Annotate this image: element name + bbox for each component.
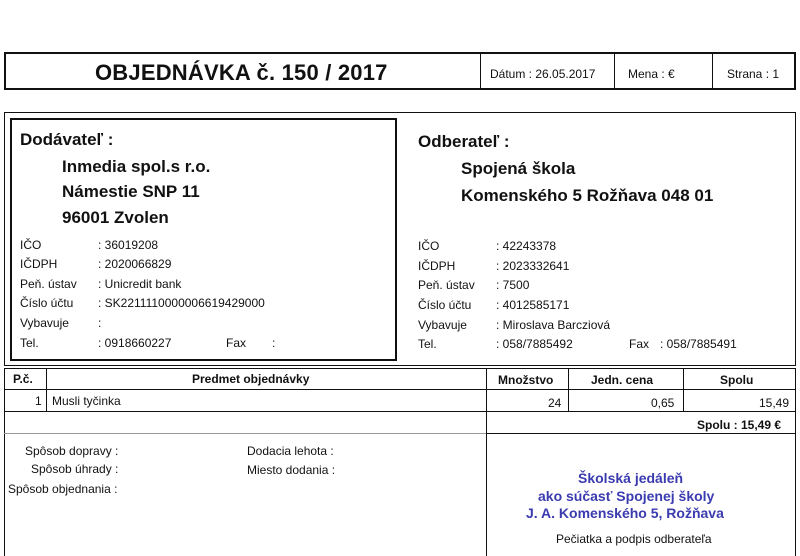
row-item: Musli tyčinka: [52, 394, 121, 408]
supplier-name: Inmedia spol.s r.o.: [62, 157, 211, 176]
supplier-field-label: IČO: [20, 238, 42, 252]
customer-field-value: : 058/7885492: [496, 337, 573, 351]
supplier-city: 96001 Zvolen: [62, 208, 169, 227]
transport-method: Spôsob dopravy :: [25, 444, 119, 458]
stamp-line: Školská jedáleň: [578, 470, 684, 486]
order-date: Dátum : 26.05.2017: [490, 67, 596, 81]
customer-street: Komenského 5 Rožňava 048 01: [461, 186, 714, 205]
supplier-field-label: Tel.: [20, 336, 39, 350]
col-header-item: Predmet objednávky: [192, 372, 310, 386]
customer-field-label: Číslo účtu: [418, 298, 472, 312]
table-col-divider: [486, 368, 487, 556]
signature-label: Pečiatka a podpis odberateľa: [556, 532, 712, 546]
supplier-field-value: : 2020066829: [98, 257, 172, 271]
stamp-line: J. A. Komenského 5, Rožňava: [526, 505, 724, 521]
page-number: Strana : 1: [727, 67, 780, 81]
supplier-field-value: : 0918660227: [98, 336, 172, 350]
stamp-line: ako súčasť Spojenej školy: [538, 488, 715, 504]
customer-field-label: IČO: [418, 239, 440, 253]
supplier-field-value: : 36019208: [98, 238, 159, 252]
divider: [712, 54, 713, 88]
order-title: OBJEDNÁVKA č. 150 / 2017: [95, 60, 388, 85]
divider: [614, 54, 615, 88]
customer-fax-value: : 058/7885491: [660, 337, 737, 351]
supplier-field-label: Vybavuje: [20, 316, 69, 330]
col-header-total: Spolu: [720, 373, 754, 387]
currency: Mena : €: [628, 67, 675, 81]
supplier-fax-value: :: [272, 336, 276, 350]
row-number: 1: [35, 394, 42, 408]
supplier-field-value: : SK2211110000006619429000: [98, 296, 265, 310]
table-border: [795, 368, 796, 556]
table-border: [4, 411, 796, 412]
customer-field-value: : Miroslava Barcziová: [496, 318, 611, 332]
table-col-divider: [568, 368, 569, 411]
table-border: [4, 368, 5, 556]
row-total: 15,49: [759, 396, 790, 410]
row-quantity: 24: [548, 396, 562, 410]
customer-fax-label: Fax: [629, 337, 650, 351]
col-header-unit-price: Jedn. cena: [591, 373, 654, 387]
customer-field-value: : 2023332641: [496, 259, 570, 273]
customer-heading: Odberateľ :: [418, 132, 510, 151]
supplier-heading: Dodávateľ :: [20, 130, 114, 149]
customer-field-label: Tel.: [418, 337, 437, 351]
customer-field-value: : 42243378: [496, 239, 557, 253]
table-border: [4, 433, 486, 434]
customer-name: Spojená škola: [461, 159, 576, 178]
customer-field-label: Vybavuje: [418, 318, 467, 332]
supplier-fax-label: Fax: [226, 336, 247, 350]
table-col-divider: [683, 368, 684, 411]
delivery-time: Dodacia lehota :: [247, 444, 334, 458]
table-col-divider: [46, 368, 47, 411]
supplier-street: Námestie SNP 11: [62, 182, 200, 201]
table-border: [4, 368, 796, 369]
supplier-field-value: :: [98, 316, 102, 330]
supplier-field-label: IČDPH: [20, 257, 58, 271]
table-border: [4, 389, 796, 390]
customer-field-value: : 4012585171: [496, 298, 570, 312]
col-header-number: P.č.: [13, 372, 33, 386]
sum-total: Spolu : 15,49 €: [697, 418, 782, 432]
payment-method: Spôsob úhrady :: [31, 462, 119, 476]
customer-field-label: Peň. ústav: [418, 278, 475, 292]
row-unit-price: 0,65: [651, 396, 675, 410]
col-header-quantity: Množstvo: [498, 373, 554, 387]
supplier-field-value: : Unicredit bank: [98, 277, 182, 291]
supplier-field-label: Číslo účtu: [20, 296, 74, 310]
ordering-method: Spôsob objednania :: [8, 482, 118, 496]
divider: [480, 54, 481, 88]
table-border: [486, 433, 796, 434]
delivery-place: Miesto dodania :: [247, 463, 336, 477]
supplier-field-label: Peň. ústav: [20, 277, 77, 291]
customer-field-value: : 7500: [496, 278, 530, 292]
customer-field-label: IČDPH: [418, 259, 456, 273]
